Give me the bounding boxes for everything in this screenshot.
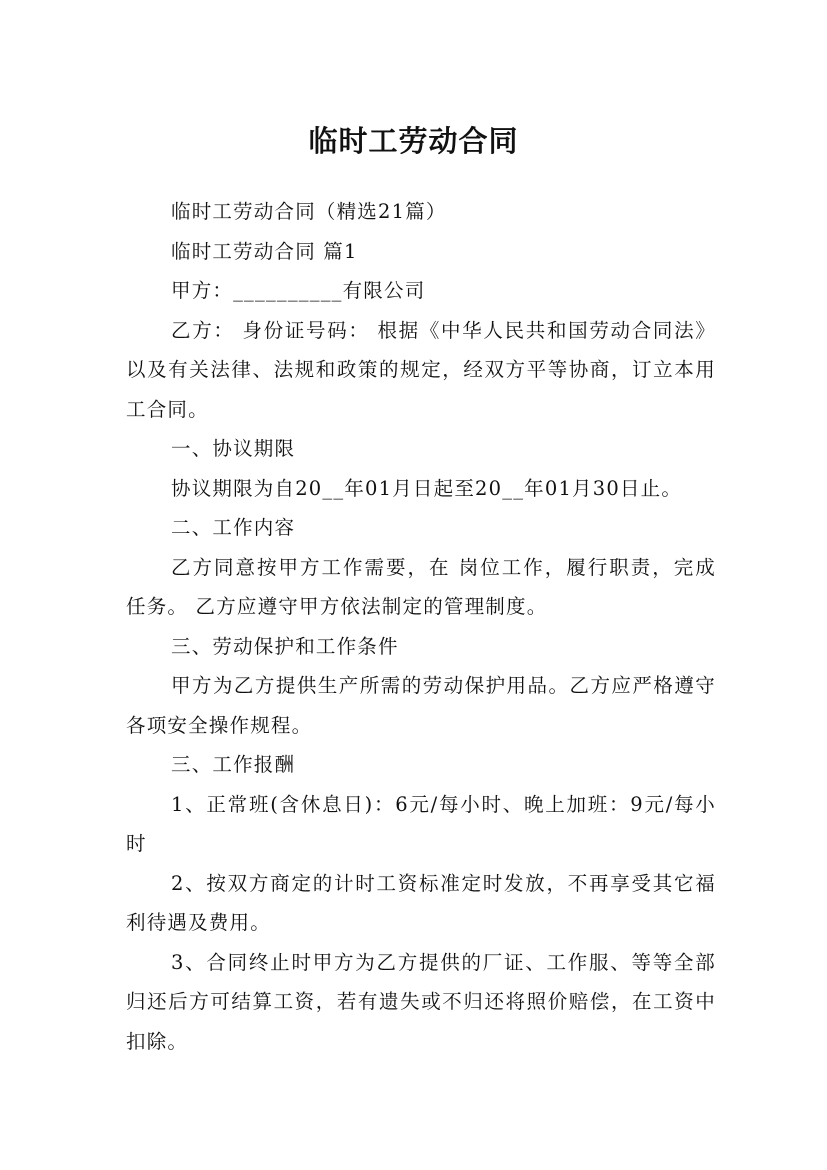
paragraph-heading-term: 一、协议期限: [171, 437, 296, 460]
paragraph-subtitle: 临时工劳动合同（精选21篇）: [171, 200, 447, 223]
document-title: 临时工劳动合同: [308, 124, 519, 159]
paragraph-protection: 甲方为乙方提供生产所需的劳动保护用品。乙方应严格遵守各项安全操作规程。: [126, 674, 716, 737]
paragraph-heading-work: 二、工作内容: [171, 516, 296, 539]
document-body: [126, 192, 716, 1061]
paragraph-pay-2: 2、按双方商定的计时工资标准定时发放，不再享受其它福利待遇及费用。: [126, 871, 716, 934]
paragraph-section-heading: 临时工劳动合同 篇1: [171, 239, 358, 263]
paragraph-heading-pay: 三、工作报酬: [171, 753, 296, 776]
paragraph-pay-1: 1、正常班(含休息日)：6元/每小时、晚上加班：9元/每小时: [126, 792, 716, 855]
paragraph-work: 乙方同意按甲方工作需要，在 岗位工作，履行职责，完成任务。 乙方应遵守甲方依法制定的管理制度。: [126, 555, 716, 618]
paragraph-party-b: 乙方： 身份证号码： 根据《中华人民共和国劳动合同法》以及有关法律、法规和政策的规定，经双方平等协商，订立本用工合同。: [126, 318, 716, 421]
paragraph-heading-protection: 三、劳动保护和工作条件: [171, 634, 399, 658]
paragraph-pay-3: 3、合同终止时甲方为乙方提供的厂证、工作服、等等全部归还后方可结算工资，若有遗失或不归还将照价赔偿，在工资中扣除。: [126, 950, 716, 1053]
paragraph-party-a: 甲方：__________有限公司: [171, 279, 426, 302]
paragraph-term: 协议期限为自20__年01月日起至20__年01月30日止。: [171, 476, 683, 500]
